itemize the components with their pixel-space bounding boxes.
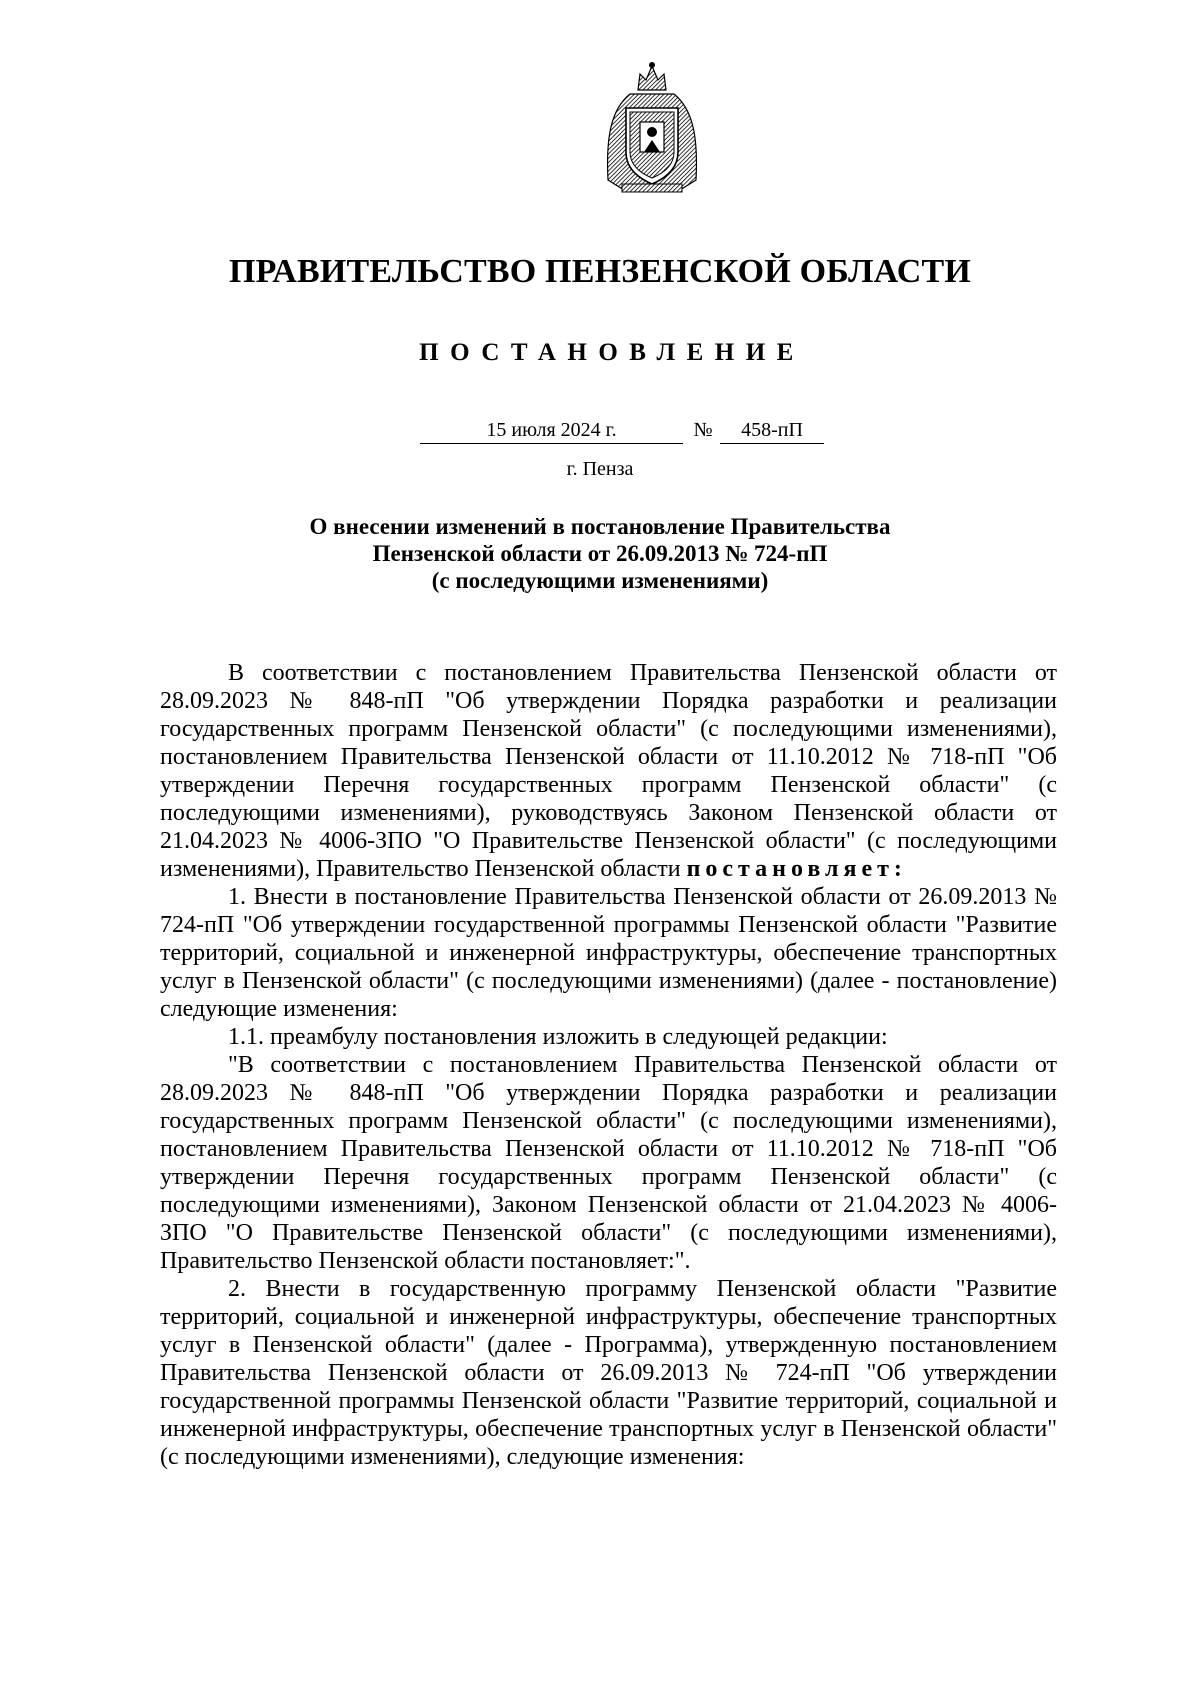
government-title: ПРАВИТЕЛЬСТВО ПЕНЗЕНСКОЙ ОБЛАСТИ xyxy=(228,253,971,290)
preamble-paragraph xyxy=(160,659,1057,883)
item-1-1-paragraph: 1.1. преамбулу постановления изложить в следующей редакции: xyxy=(228,1024,888,1050)
document-type-heading: ПОСТАНОВЛЕНИЕ xyxy=(419,339,805,366)
document-subject xyxy=(200,513,1000,594)
subject-line: Пензенской области от 26.09.2013 № 724-пП xyxy=(372,541,828,566)
city: г. Пенза xyxy=(566,458,634,480)
date-number-line xyxy=(0,418,1200,448)
number-sign: № xyxy=(693,419,713,441)
coat-of-arms-icon xyxy=(600,60,704,196)
quoted-preamble-paragraph: "В соответствии с постановлением Правительства Пензенской области от 28.09.2023 № 848-пП "Об утверждении Порядка разработки и реализации государственных программ Пензенской области" (с последующими изменениями), постановлением Правительства Пензенской области от 11.10.2012 № 718-пП "Об утверждении Перечня государственных программ Пензенской области" (с последующими изменениями), Законом Пензенской области от 21.04.2023 № 4006-ЗПО "О Правительстве Пензенской области" (с последующими изменениями), Правительство Пензенской области постановляет:". xyxy=(160,1052,1057,1274)
subject-line: (с последующими изменениями) xyxy=(431,568,769,593)
decree-word: постановляет: xyxy=(686,856,907,882)
preamble-text: В соответствии с постановлением Правительства Пензенской области от 28.09.2023 № 848-пП "Об утверждении Порядка разработки и реализации государственных программ Пензенской области" (с последующими изменениями), постановлением Правительства Пензенской области от 11.10.2012 № 718-пП "Об утверждении Перечня государственных программ Пензенской области" (с последующими изменениями), руководствуясь Законом Пензенской области от 21.04.2023 № 4006-ЗПО "О Правительстве Пензенской области" (с последующими изменениями), Правительство Пензенской области xyxy=(160,660,1057,882)
document-date: 15 июля 2024 г. xyxy=(420,418,683,444)
document-body xyxy=(160,659,1057,1471)
item-2-paragraph: 2. Внести в государственную программу Пензенской области "Развитие территорий, социальной и инженерной инфраструктуры, обеспечение транспортных услуг в Пензенской области" (далее - Программа), утвержденную постановлением Правительства Пензенской области от 26.09.2013 № 724-пП "Об утверждении государственной программы Пензенской области "Развитие территорий, социальной и инженерной инфраструктуры, обеспечение транспортных услуг в Пензенской области" (с последующими изменениями), следующие изменения: xyxy=(160,1276,1057,1470)
document-number: 458-пП xyxy=(720,418,824,444)
subject-line: О внесении изменений в постановление Правительства xyxy=(309,514,891,539)
item-1-paragraph: 1. Внести в постановление Правительства Пензенской области от 26.09.2013 № 724-пП "Об утверждении государственной программы Пензенской области "Развитие территорий, социальной и инженерной инфраструктуры, обеспечение транспортных услуг в Пензенской области" (с последующими изменениями) (далее - постановление) следующие изменения: xyxy=(160,884,1057,1022)
